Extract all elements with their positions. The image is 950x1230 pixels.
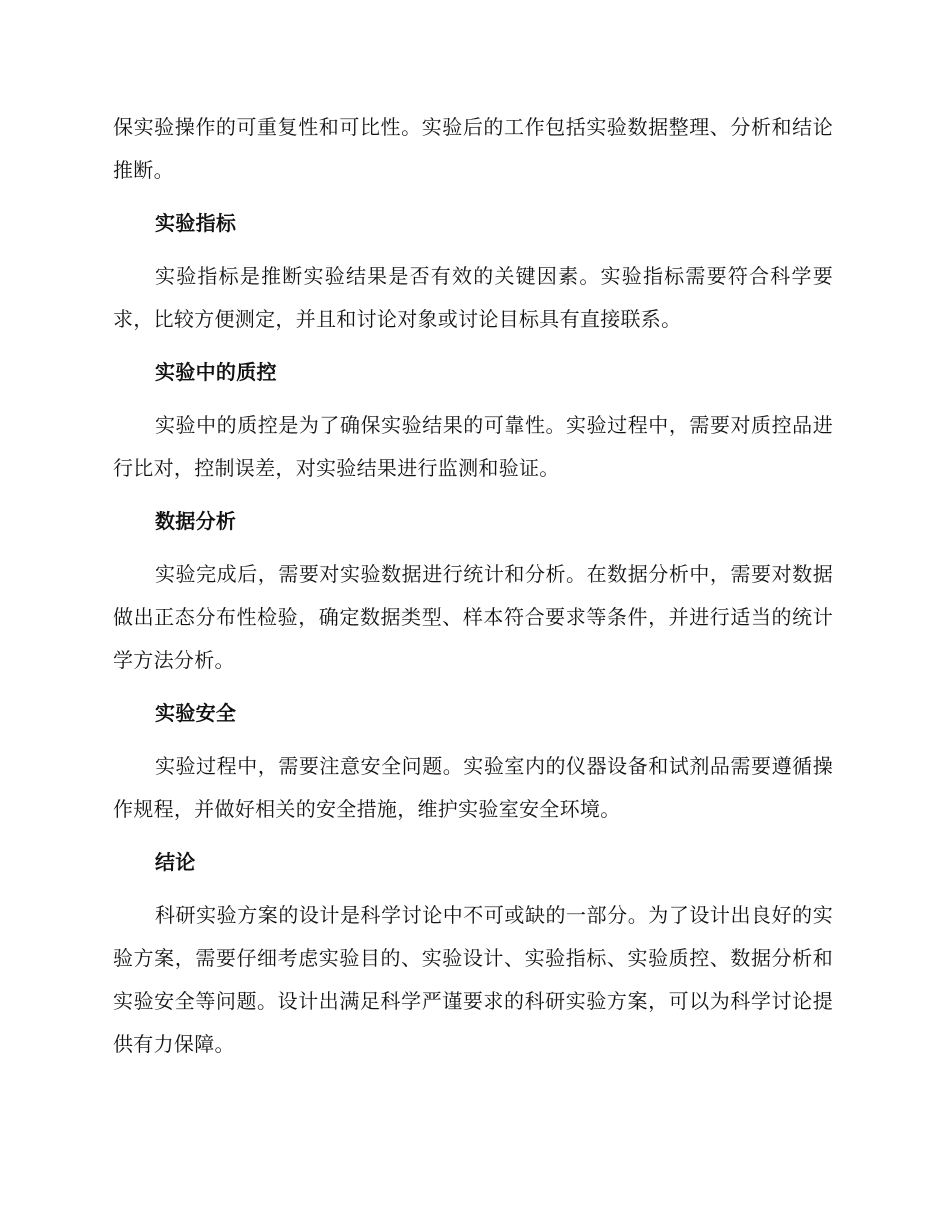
document-body xyxy=(113,106,833,1066)
section-body-conclusion: 科研实验方案的设计是科学讨论中不可或缺的一部分。为了设计出良好的实验方案，需要仔细考虑实验目的、实验设计、实验指标、实验质控、数据分析和实验安全等问题。设计出满足科学严谨要求的科研实验方案，可以为科学讨论提供有力保障。 xyxy=(113,903,833,1056)
section-heading-conclusion: 结论 xyxy=(155,850,196,874)
intro-paragraph: 保实验操作的可重复性和可比性。实验后的工作包括实验数据整理、分析和结论推断。 xyxy=(113,115,833,182)
section-body-safety: 实验过程中，需要注意安全问题。实验室内的仪器设备和试剂品需要遵循操作规程，并做好相关的安全措施，维护实验室安全环境。 xyxy=(113,754,833,821)
section-heading-indicators: 实验指标 xyxy=(155,211,237,235)
section-heading-quality-control: 实验中的质控 xyxy=(155,360,277,384)
section-body-indicators: 实验指标是推断实验结果是否有效的关键因素。实验指标需要符合科学要求，比较方便测定，并且和讨论对象或讨论目标具有直接联系。 xyxy=(113,264,833,331)
section-body-quality-control: 实验中的质控是为了确保实验结果的可靠性。实验过程中，需要对质控品进行比对，控制误差，对实验结果进行监测和验证。 xyxy=(113,413,833,480)
section-body-data-analysis: 实验完成后，需要对实验数据进行统计和分析。在数据分析中，需要对数据做出正态分布性检验，确定数据类型、样本符合要求等条件，并进行适当的统计学方法分析。 xyxy=(113,562,833,672)
section-heading-data-analysis: 数据分析 xyxy=(155,509,237,533)
section-heading-safety: 实验安全 xyxy=(155,701,237,725)
